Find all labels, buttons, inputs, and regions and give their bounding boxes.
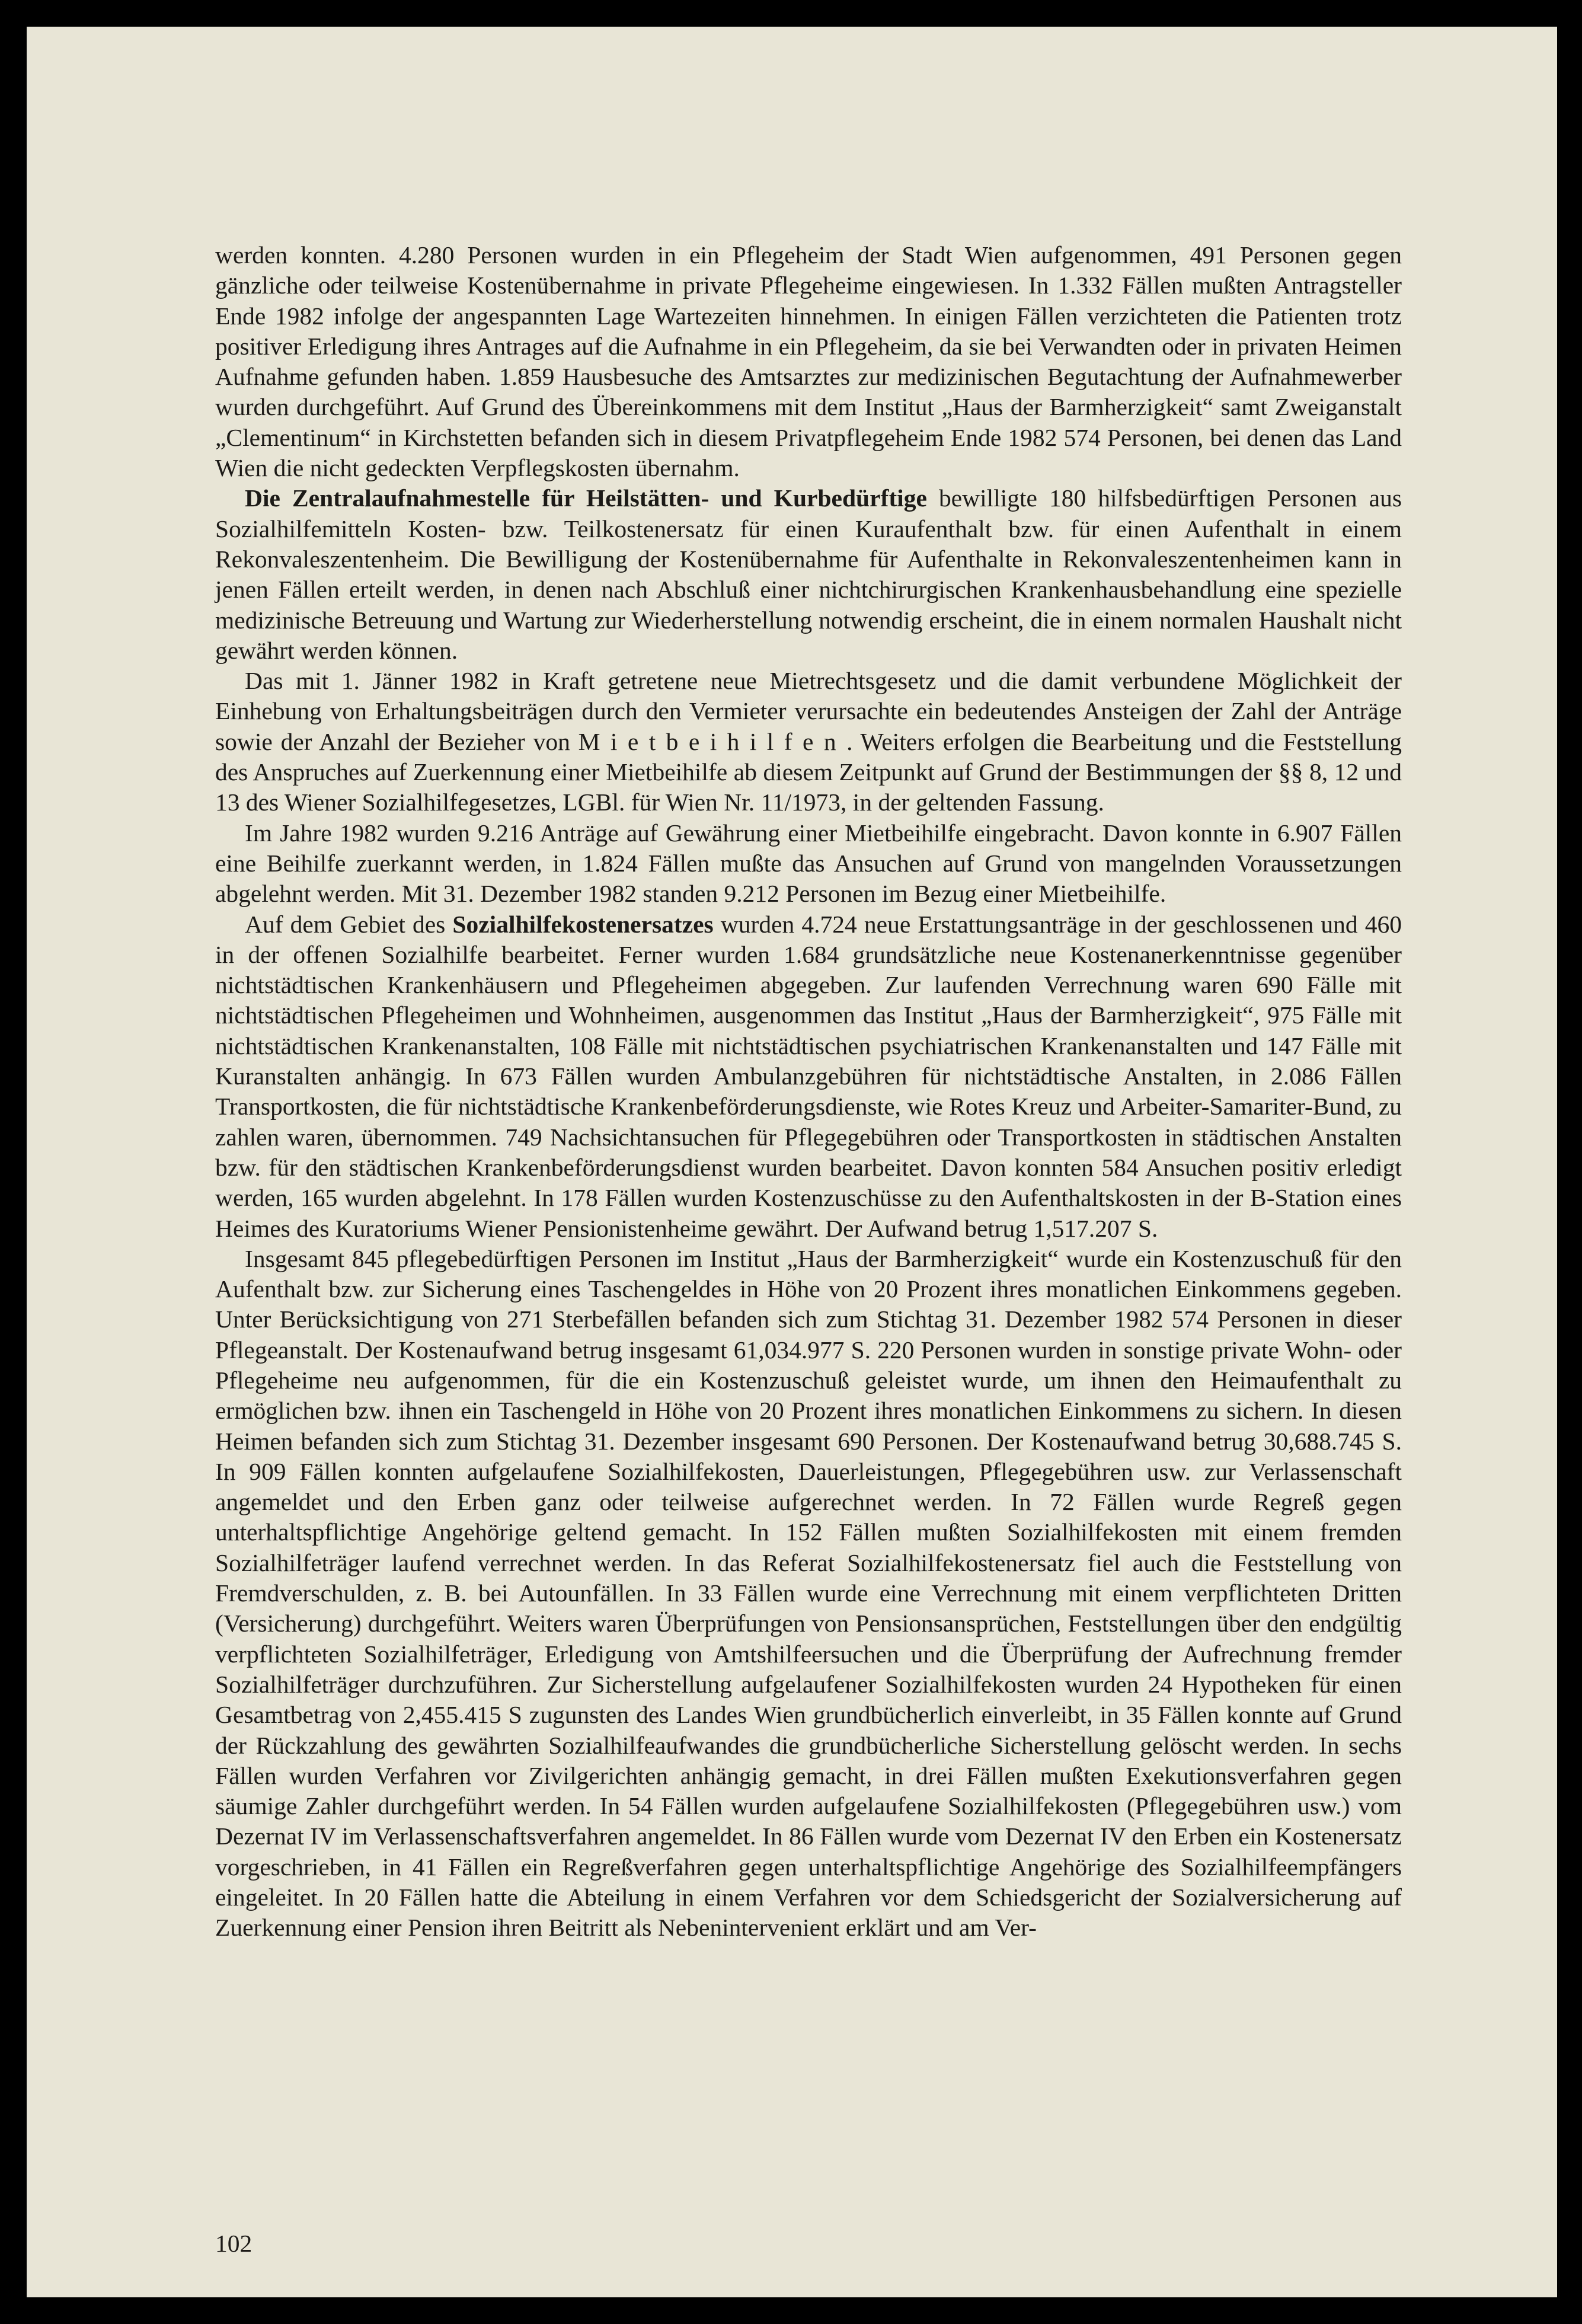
bold-heading: Die Zentralaufnahmestelle für Heilstätten- und Kurbedürftige [245,484,927,512]
bold-heading: Sozialhilfekostenersatzes [452,910,714,938]
paragraph [215,483,1402,666]
text-run: bewilligte 180 hilfsbedürftigen Personen aus Sozialhilfemitteln Kosten- bzw. Teilkostenersatz für einen Kuraufenthalt bzw. für einen Aufenthalt in einem Rekonvaleszentenheim. Die Bewilligung der Kostenübernahme für Aufenthalte in Rekonvaleszentenheimen kann in jenen Fällen erteilt werden, in denen nach Abschluß einer nichtchirurgischen Krankenhausbehandlung eine spezielle medizinische Betreuung und Wartung zur Wiederherstellung notwendig erscheint, die in einem normalen Haushalt nicht gewährt werden können. [215,484,1402,664]
text-run: Insgesamt 845 pflegebedürftigen Personen im Institut „Haus der Barmherzigkeit“ wurde ein Kostenzuschuß für den Aufenthalt bzw. zur Sicherung eines Taschengeldes in Höhe von 20 Prozent ihres monatlichen Einkommens gegeben. Unter Berücksichtigung von 271 Sterbefällen befanden sich zum Stichtag 31. Dezember 1982 574 Personen in dieser Pflegeanstalt. Der Kostenaufwand betrug insgesamt 61,034.977 S. 220 Personen wurden in sonstige private Wohn- oder Pflegeheime neu aufgenommen, für die ein Kostenzuschuß geleistet wurde, um ihnen den Heimaufenthalt zu ermöglichen bzw. ihnen ein Taschengeld in Höhe von 20 Prozent ihres monatlichen Einkommens zu sichern. In diesen Heimen befanden sich zum Stichtag 31. Dezember insgesamt 690 Personen. Der Kostenaufwand betrug 30,688.745 S. In 909 Fällen konnten aufgelaufene Sozialhilfekosten, Dauerleistungen, Pflegegebühren usw. zur Verlassenschaft angemeldet und den Erben ganz oder teilweise aufgerechnet werden. In 72 Fällen wurde Regreß gegen unterhaltspflichtige Angehörige geltend gemacht. In 152 Fällen mußten Sozialhilfekosten mit einem fremden Sozialhilfeträger laufend verrechnet werden. In das Referat Sozialhilfekostenersatz fiel auch die Feststellung von Fremdverschulden, z. B. bei Autounfällen. In 33 Fällen wurde eine Verrechnung mit einem verpflichteten Dritten (Versicherung) durchgeführt. Weiters waren Überprüfungen von Pensionsansprüchen, Feststellungen über den endgültig verpflichteten Sozialhilfeträger, Erledigung von Amtshilfeersuchen und die Überprüfung der Aufrechnung fremder Sozialhilfeträger durchzuführen. Zur Sicherstellung aufgelaufener Sozialhilfekosten wurden 24 Hypotheken für einen Gesamtbetrag von 2,455.415 S zugunsten des Landes Wien grundbücherlich einverleibt, in 35 Fällen konnte auf Grund der Rückzahlung des gewährten Sozialhilfeaufwandes die grundbücherliche Sicherstellung gelöscht werden. In sechs Fällen wurden Verfahren vor Zivilgerichten anhängig gemacht, in drei Fällen mußten Exekutionsverfahren gegen säumige Zahler durchgeführt werden. In 54 Fällen wurden aufgelaufene Sozialhilfekosten (Pflegegebühren usw.) vom Dezernat IV im Verlassenschaftsverfahren angemeldet. In 86 Fällen wurde vom Dezernat IV den Erben ein Kostenersatz vorgeschrieben, in 41 Fällen ein Regreßverfahren gegen unterhaltspflichtige Angehörige des Sozialhilfeempfängers eingeleitet. In 20 Fällen hatte die Abteilung in einem Verfahren vor dem Schiedsgericht der Sozialversicherung auf Zuerkennung einer Pension ihren Beitritt als Nebenintervenient erklärt und am Ver- [215,1244,1402,1942]
document-page [27,27,1557,2297]
paragraph [215,666,1402,818]
paragraph [215,818,1402,909]
spaced-term: Mietbeihilfen [578,727,847,755]
text-run: Im Jahre 1982 wurden 9.216 Anträge auf Gewährung einer Mietbeihilfe eingebracht. Davon konnte in 6.907 Fällen eine Beihilfe zuerkannt werden, in 1.824 Fällen mußte das Ansuchen auf Grund von mangelnden Voraussetzungen abgelehnt werden. Mit 31. Dezember 1982 standen 9.212 Personen im Bezug einer Mietbeihilfe. [215,819,1402,908]
body-text [215,240,1402,1943]
paragraph [215,240,1402,483]
text-run: wurden 4.724 neue Erstattungsanträge in der geschlossenen und 460 in der offenen Sozialhilfe bearbeitet. Ferner wurden 1.684 grundsätzliche neue Kostenanerkenntnisse gegenüber nichtstädtischen Krankenhäusern und Pflegeheimen abgegeben. Zur laufenden Verrechnung waren 690 Fälle mit nichtstädtischen Pflegeheimen und Wohnheimen, ausgenommen das Institut „Haus der Barmherzigkeit“, 975 Fälle mit nichtstädtischen Krankenanstalten, 108 Fälle mit nichtstädtischen psychiatrischen Krankenanstalten und 147 Fälle mit Kuranstalten anhängig. In 673 Fällen wurden Ambulanzgebühren für nichtstädtische Anstalten, in 2.086 Fällen Transportkosten, die für nichtstädtische Krankenbeförderungsdienste, wie Rotes Kreuz und Arbeiter-Samariter-Bund, zu zahlen waren, übernommen. 749 Nachsichtansuchen für Pflegegebühren oder Transportkosten in städtischen Anstalten bzw. für den städtischen Krankenbeförderungsdienst wurden bearbeitet. Davon konnten 584 Ansuchen positiv erledigt werden, 165 wurden abgelehnt. In 178 Fällen wurden Kostenzuschüsse zu den Aufenthaltskosten in der B-Station eines Heimes des Kuratoriums Wiener Pensionistenheime gewährt. Der Aufwand betrug 1,517.207 S. [215,910,1402,1242]
text-run: Das mit 1. Jänner 1982 in Kraft getretene neue Mietrechtsgesetz und die damit verbundene Möglichkeit der Einhebung von Erhaltungsbeiträgen durch den Vermieter verursachte ein bedeutendes Ansteigen der Zahl der Anträge sowie der Anzahl der Bezieher von [215,667,1402,755]
paragraph [215,909,1402,1244]
text-run: Auf dem Gebiet des [245,910,453,938]
page-number: 102 [215,2230,253,2257]
text-run: . Weiters erfolgen die Bearbeitung und die Feststellung des Anspruches auf Zuerkennung einer Mietbeihilfe ab diesem Zeitpunkt auf Grund der Bestimmungen der §§ 8, 12 und 13 des Wiener Sozialhilfegesetzes, LGBl. für Wien Nr. 11/1973, in der geltenden Fassung. [215,727,1402,816]
paragraph [215,1244,1402,1943]
text-run: werden konnten. 4.280 Personen wurden in ein Pflegeheim der Stadt Wien aufgenommen, 491 Personen gegen gänzliche oder teilweise Kostenübernahme in private Pflegeheime eingewiesen. In 1.332 Fällen mußten Antragsteller Ende 1982 infolge der angespannten Lage Wartezeiten hinnehmen. In einigen Fällen verzichteten die Patienten trotz positiver Erledigung ihres Antrages auf die Aufnahme in ein Pflegeheim, da sie bei Verwandten oder in privaten Heimen Aufnahme gefunden haben. 1.859 Hausbesuche des Amtsarztes zur medizinischen Begutachtung der Aufnahmewerber wurden durchgeführt. Auf Grund des Übereinkommens mit dem Institut „Haus der Barmherzigkeit“ samt Zweiganstalt „Clementinum“ in Kirchstetten befanden sich in diesem Privatpflegeheim Ende 1982 574 Personen, bei denen das Land Wien die nicht gedeckten Verpflegskosten übernahm. [215,241,1402,482]
